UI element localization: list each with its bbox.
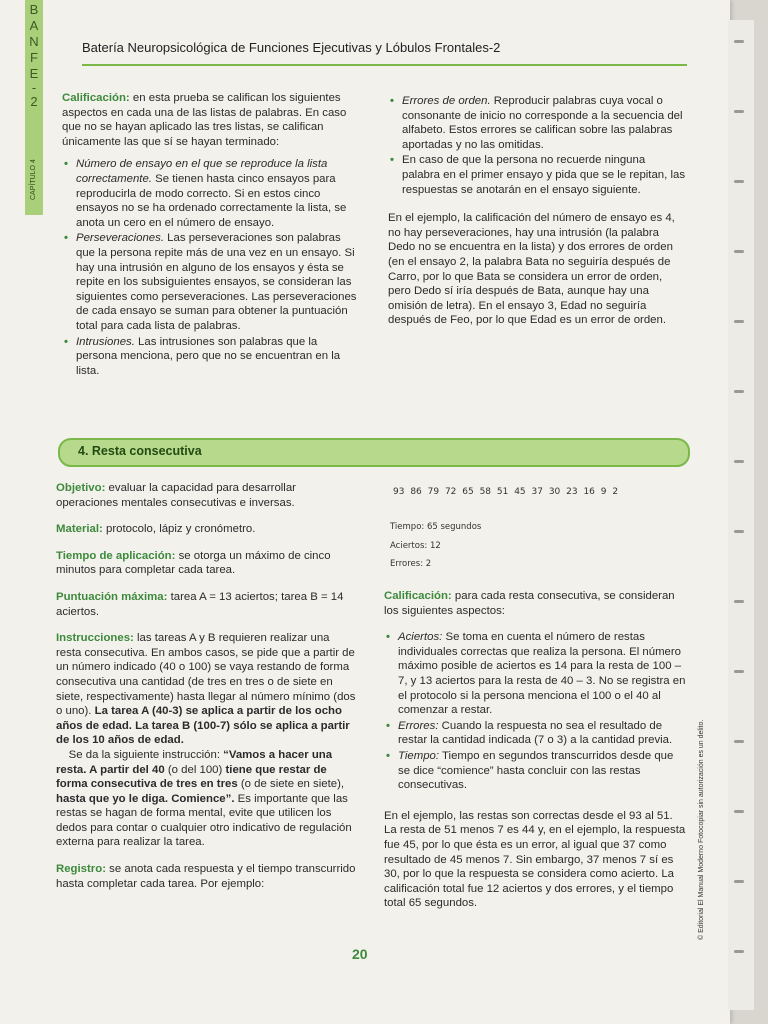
spine-letter: A — [29, 18, 39, 33]
item-term: Errores de orden. — [402, 95, 491, 107]
sequence-record: 93 86 79 72 65 58 51 45 37 30 23 16 9 2 — [393, 487, 619, 497]
resta-column-right — [384, 589, 686, 919]
puntuacion-text: tarea A = 13 aciertos; tarea B = 14 aciertos. — [56, 590, 344, 618]
binding-hole — [734, 250, 744, 253]
list-item — [398, 719, 686, 748]
tiempo-text: se otorga un máximo de cinco minutos para completar cada tarea. — [56, 549, 331, 577]
section-title: 4. Resta consecutiva — [78, 444, 202, 458]
section-banner — [58, 438, 690, 467]
header-title: Batería Neuropsicológica de Funciones Ejecutivas y Lóbulos Frontales-2 — [82, 40, 501, 55]
instrucciones-bold: tiene que restar de forma consecutiva de tres en tres — [56, 763, 327, 791]
record-tiempo: Tiempo: 65 segundos — [390, 522, 482, 532]
binding-hole — [734, 180, 744, 183]
registro-label: Registro: — [56, 863, 106, 876]
copyright-note: © Editorial El Manual Moderno Fotocopiar sin autorización es un delito. — [698, 719, 705, 940]
record-errores: Errores: 2 — [390, 559, 432, 569]
list-item — [76, 231, 360, 333]
spine-letter: B — [29, 2, 39, 17]
item-text: Se toma en cuenta el número de restas individuales correctas que realiza la persona. El número máximo posible de aciertos es 14 para la resta de 100 – 7, y 13 aciertos para la resta de 40 – 3. No se registra en el protocolo si la persona menciona el 100 o el 40 al comenzar a restar. — [398, 631, 686, 717]
binding-hole — [734, 530, 744, 533]
instrucciones-label: Instrucciones: — [56, 632, 134, 645]
calificacion-list-right — [388, 94, 686, 197]
calificacion-list — [62, 157, 360, 378]
item-term: Intrusiones. — [76, 335, 135, 348]
instrucciones-bold: hasta que yo le diga. Comience”. — [56, 792, 235, 805]
material-text: protocolo, lápiz y cronómetro. — [102, 523, 256, 536]
list-item — [76, 157, 360, 230]
spine-letter: E — [29, 66, 39, 81]
binding-hole — [734, 950, 744, 953]
puntuacion-label: Puntuación máxima: — [56, 590, 168, 603]
instrucciones-text: (o del 100) — [164, 763, 226, 776]
binding-hole — [734, 320, 744, 323]
header-rule — [82, 64, 687, 66]
next-page-edge — [728, 20, 754, 1010]
tiempo-label: Tiempo de aplicación: — [56, 549, 176, 562]
binding-hole — [734, 600, 744, 603]
calificacion-intro: en esta prueba se califican los siguientes aspectos en cada una de las listas de palabras. En caso que no se hayan aplicado las tres listas, se califican únicamente las que sí se hayan terminado: — [62, 92, 347, 148]
calificacion-column-right — [388, 94, 686, 336]
objetivo-text: evaluar la capacidad para desarrollar operaciones mentales consecutivas e inversas. — [56, 482, 296, 509]
calificacion-list — [384, 630, 686, 793]
binding-hole — [734, 390, 744, 393]
item-text: Las intrusiones son palabras que la persona menciona, pero que no se encuentran en la lista. — [76, 335, 341, 377]
item-term: Perseveraciones. — [76, 232, 165, 245]
page-number: 20 — [352, 946, 368, 962]
list-item — [398, 749, 686, 793]
item-text: En caso de que la persona no recuerde ninguna palabra en el primer ensayo y pida que se le repitan, las respuestas se anotarán en el ensayo siguiente. — [402, 154, 686, 196]
resta-column-left — [56, 481, 356, 899]
binding-hole — [734, 110, 744, 113]
instrucciones-text: las tareas A y B requieren realizar una resta consecutiva. En ambos casos, se pide que a partir de un número indicado (40 o 100) se vaya restando de forma consecutiva una cantidad (de tres en tres o de siete en siete, respectivamente) hasta llegar al número mínimo (dos o uno). — [56, 632, 356, 718]
record-aciertos: Aciertos: 12 — [390, 541, 441, 551]
calificacion-label: Calificación: — [384, 590, 452, 602]
item-term: Errores: — [398, 719, 439, 732]
spine-letter: N — [29, 34, 39, 49]
calificacion-label: Calificación: — [62, 92, 130, 104]
item-text: Se tienen hasta cinco ensayos para reproducirla de modo correcto. Si en estos cinco ensayos no se ha ordenado correctamente la lista, se anota un cero en el número de ensayo. — [76, 172, 347, 229]
spine-letter: 2 — [30, 94, 38, 109]
instrucciones-text: Se da la siguiente instrucción: — [68, 748, 224, 761]
chapter-label: CAPÍTULO 4 — [30, 159, 37, 200]
item-text: Cuando la respuesta no sea el resultado de restar la cantidad indicada (7 o 3) a la cantidad previa. — [398, 719, 673, 747]
instrucciones-text: (o de siete en siete), — [237, 778, 345, 791]
binding-hole — [734, 460, 744, 463]
list-item — [402, 94, 686, 152]
instrucciones-bold: La tarea A (40-3) se aplica a partir de los ocho años de edad. La tarea B (100-7) sólo se aplica a partir de los 10 años de edad. — [56, 705, 350, 747]
calificacion-text: para cada resta consecutiva, se consideran los siguientes aspectos: — [384, 590, 675, 617]
spine-letter: F — [30, 50, 38, 65]
binding-hole — [734, 740, 744, 743]
item-text: Las perseveraciones son palabras que la persona repite más de una vez en un ensayo. Si hay una intrusión en alguno de los ensayos y ésta se repite en los subsiguientes ensayos, se consideran las siguientes como perseveraciones. Las perseveraciones de cada ensayo se suman para obtener la puntuación total para cada lista de palabras. — [76, 232, 357, 332]
binding-hole — [734, 670, 744, 673]
registro-text: se anota cada respuesta y el tiempo transcurrido hasta completar cada tarea. Por ejemplo: — [56, 863, 356, 890]
objetivo-label: Objetivo: — [56, 482, 106, 494]
list-item — [398, 630, 686, 718]
list-item — [402, 153, 686, 197]
material-label: Material: — [56, 523, 103, 536]
calificacion-column-left — [62, 91, 360, 386]
spine-letter: - — [31, 80, 37, 95]
instrucciones-bold: “Vamos a hacer una resta. A partir del 40 — [56, 748, 333, 776]
binding-hole — [734, 40, 744, 43]
list-item — [76, 335, 360, 379]
resta-example: En el ejemplo, las restas son correctas desde el 93 al 51. La resta de 51 menos 7 es 44 y, en el ejemplo, la respuesta fue 45, por lo que ésta es un error, al igual que 37 como resultado de 45 menos 7. Sin embargo, 37 menos 7 sí es 30, por lo que la respuesta se considera como acierto. La calificación total fue 12 aciertos y dos errores, y el tiempo total 65 segundos. — [384, 809, 686, 910]
item-term: Número de ensayo en el que se reproduce la lista correctamente. — [76, 158, 328, 185]
instrucciones-text: Es importante que las restas se hagan de forma mental, evite que utilicen los dedos para contar o cualquier otro indicativo de regulación externa para realizar la tarea. — [56, 792, 352, 849]
item-term: Tiempo: — [398, 749, 440, 762]
binding-hole — [734, 880, 744, 883]
calificacion-example: En el ejemplo, la calificación del número de ensayo es 4, no hay perseveraciones, hay una intrusión (la palabra Dedo no se encuentra en la lista) y dos errores de orden (en el ensayo 2, la palabra Bata no seguiría después de Carro, por lo que Bata se considera un error de orden, pero Dedo sí iría después de Bata, aunque hay una omisión de letra). En el ensayo 3, Edad no seguiría después de Feo, por lo que Edad es un error de orden. — [388, 212, 675, 327]
item-text: Reproducir palabras cuya vocal o consonante de inicio no corresponde a la secuencia del alfabeto. Estos errores se califican sobre las palabras aportadas y no las omitidas. — [402, 95, 683, 151]
item-text: Tiempo en segundos transcurridos desde que se dice “comience” hasta concluir con las restas consecutivas. — [398, 749, 674, 792]
binding-hole — [734, 810, 744, 813]
item-term: Aciertos: — [398, 631, 443, 644]
